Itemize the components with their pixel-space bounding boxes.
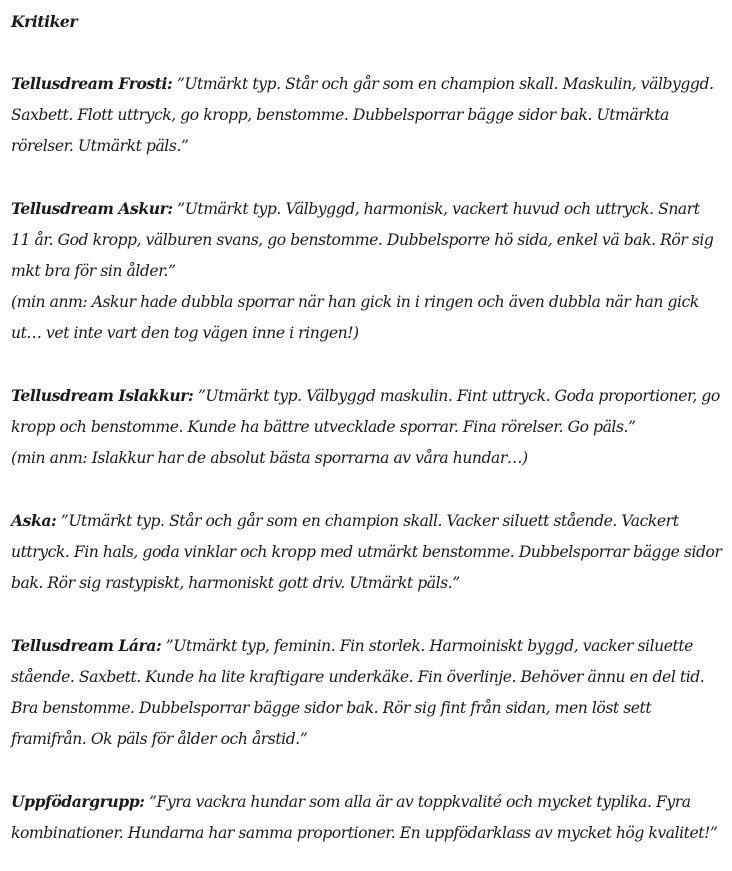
critique-entry-islakkur	[11, 380, 723, 474]
owner-note: (min anm: Islakkur har de absolut bästa sporrarna av våra hundar…)	[11, 449, 528, 467]
critique-text	[11, 193, 723, 287]
critique-entry-frosti	[11, 68, 723, 162]
critique-text	[11, 505, 723, 599]
critique-document	[11, 6, 723, 849]
critique-entry-breeder-group	[11, 786, 723, 849]
critique-body: ”Utmärkt typ. Står och går som en champion skall. Maskulin, välbyggd. Saxbett. Flott uttryck, go kropp, benstomme. Dubbelsporrar bägge sidor bak. Utmärkta rörelser. Utmärkt päls.”	[11, 75, 714, 155]
critique-entry-aska	[11, 505, 723, 599]
critique-text	[11, 68, 723, 162]
dog-name: Aska:	[11, 511, 57, 530]
critique-text	[11, 630, 723, 755]
dog-name: Tellusdream Askur:	[11, 199, 173, 218]
owner-note: (min anm: Askur hade dubbla sporrar när han gick in i ringen och även dubbla när han gick ut… vet inte vart den tog vägen inne i ringen!)	[11, 293, 699, 342]
critique-body: ”Utmärkt typ. Står och går som en champion skall. Vacker siluett stående. Vackert uttryck. Fin hals, goda vinklar och kropp med utmärkt benstomme. Dubbelsporrar bägge sidor bak. Rör sig rastypiskt, harmoniskt gott driv. Utmärkt päls.”	[11, 512, 722, 592]
dog-name: Uppfödargrupp:	[11, 792, 145, 811]
dog-name: Tellusdream Islakkur:	[11, 386, 194, 405]
critique-entry-lara	[11, 630, 723, 755]
dog-name: Tellusdream Frosti:	[11, 74, 173, 93]
critique-text	[11, 786, 723, 849]
critique-body: ”Utmärkt typ. Välbyggd maskulin. Fint uttryck. Goda proportioner, go kropp och benstomme. Kunde ha bättre utvecklade sporrar. Fina rörelser. Go päls.”	[11, 387, 720, 436]
critique-entry-askur	[11, 193, 723, 349]
page-title: Kritiker	[11, 12, 78, 31]
critique-body: ”Utmärkt typ. Välbyggd, harmonisk, vackert huvud och uttryck. Snart 11 år. God kropp, välburen svans, go benstomme. Dubbelsporre hö sida, enkel vä bak. Rör sig mkt bra för sin ålder.”	[11, 200, 714, 280]
critique-body: ”Utmärkt typ, feminin. Fin storlek. Harmoiniskt byggd, vacker siluette stående. Saxbett. Kunde ha lite kraftigare underkäke. Fin överlinje. Behöver ännu en del tid. Bra benstomme. Dubbelsporrar bägge sidor bak. Rör sig fint från sidan, men löst sett framifrån. Ok päls för ålder och årstid.”	[11, 637, 705, 748]
critique-body: ”Fyra vackra hundar som alla är av toppkvalité och mycket typlika. Fyra kombinationer. Hundarna har samma proportioner. En uppfödarklass av mycket hög kvalitet!”	[11, 793, 718, 842]
dog-name: Tellusdream Lára:	[11, 636, 162, 655]
critique-text	[11, 380, 723, 443]
